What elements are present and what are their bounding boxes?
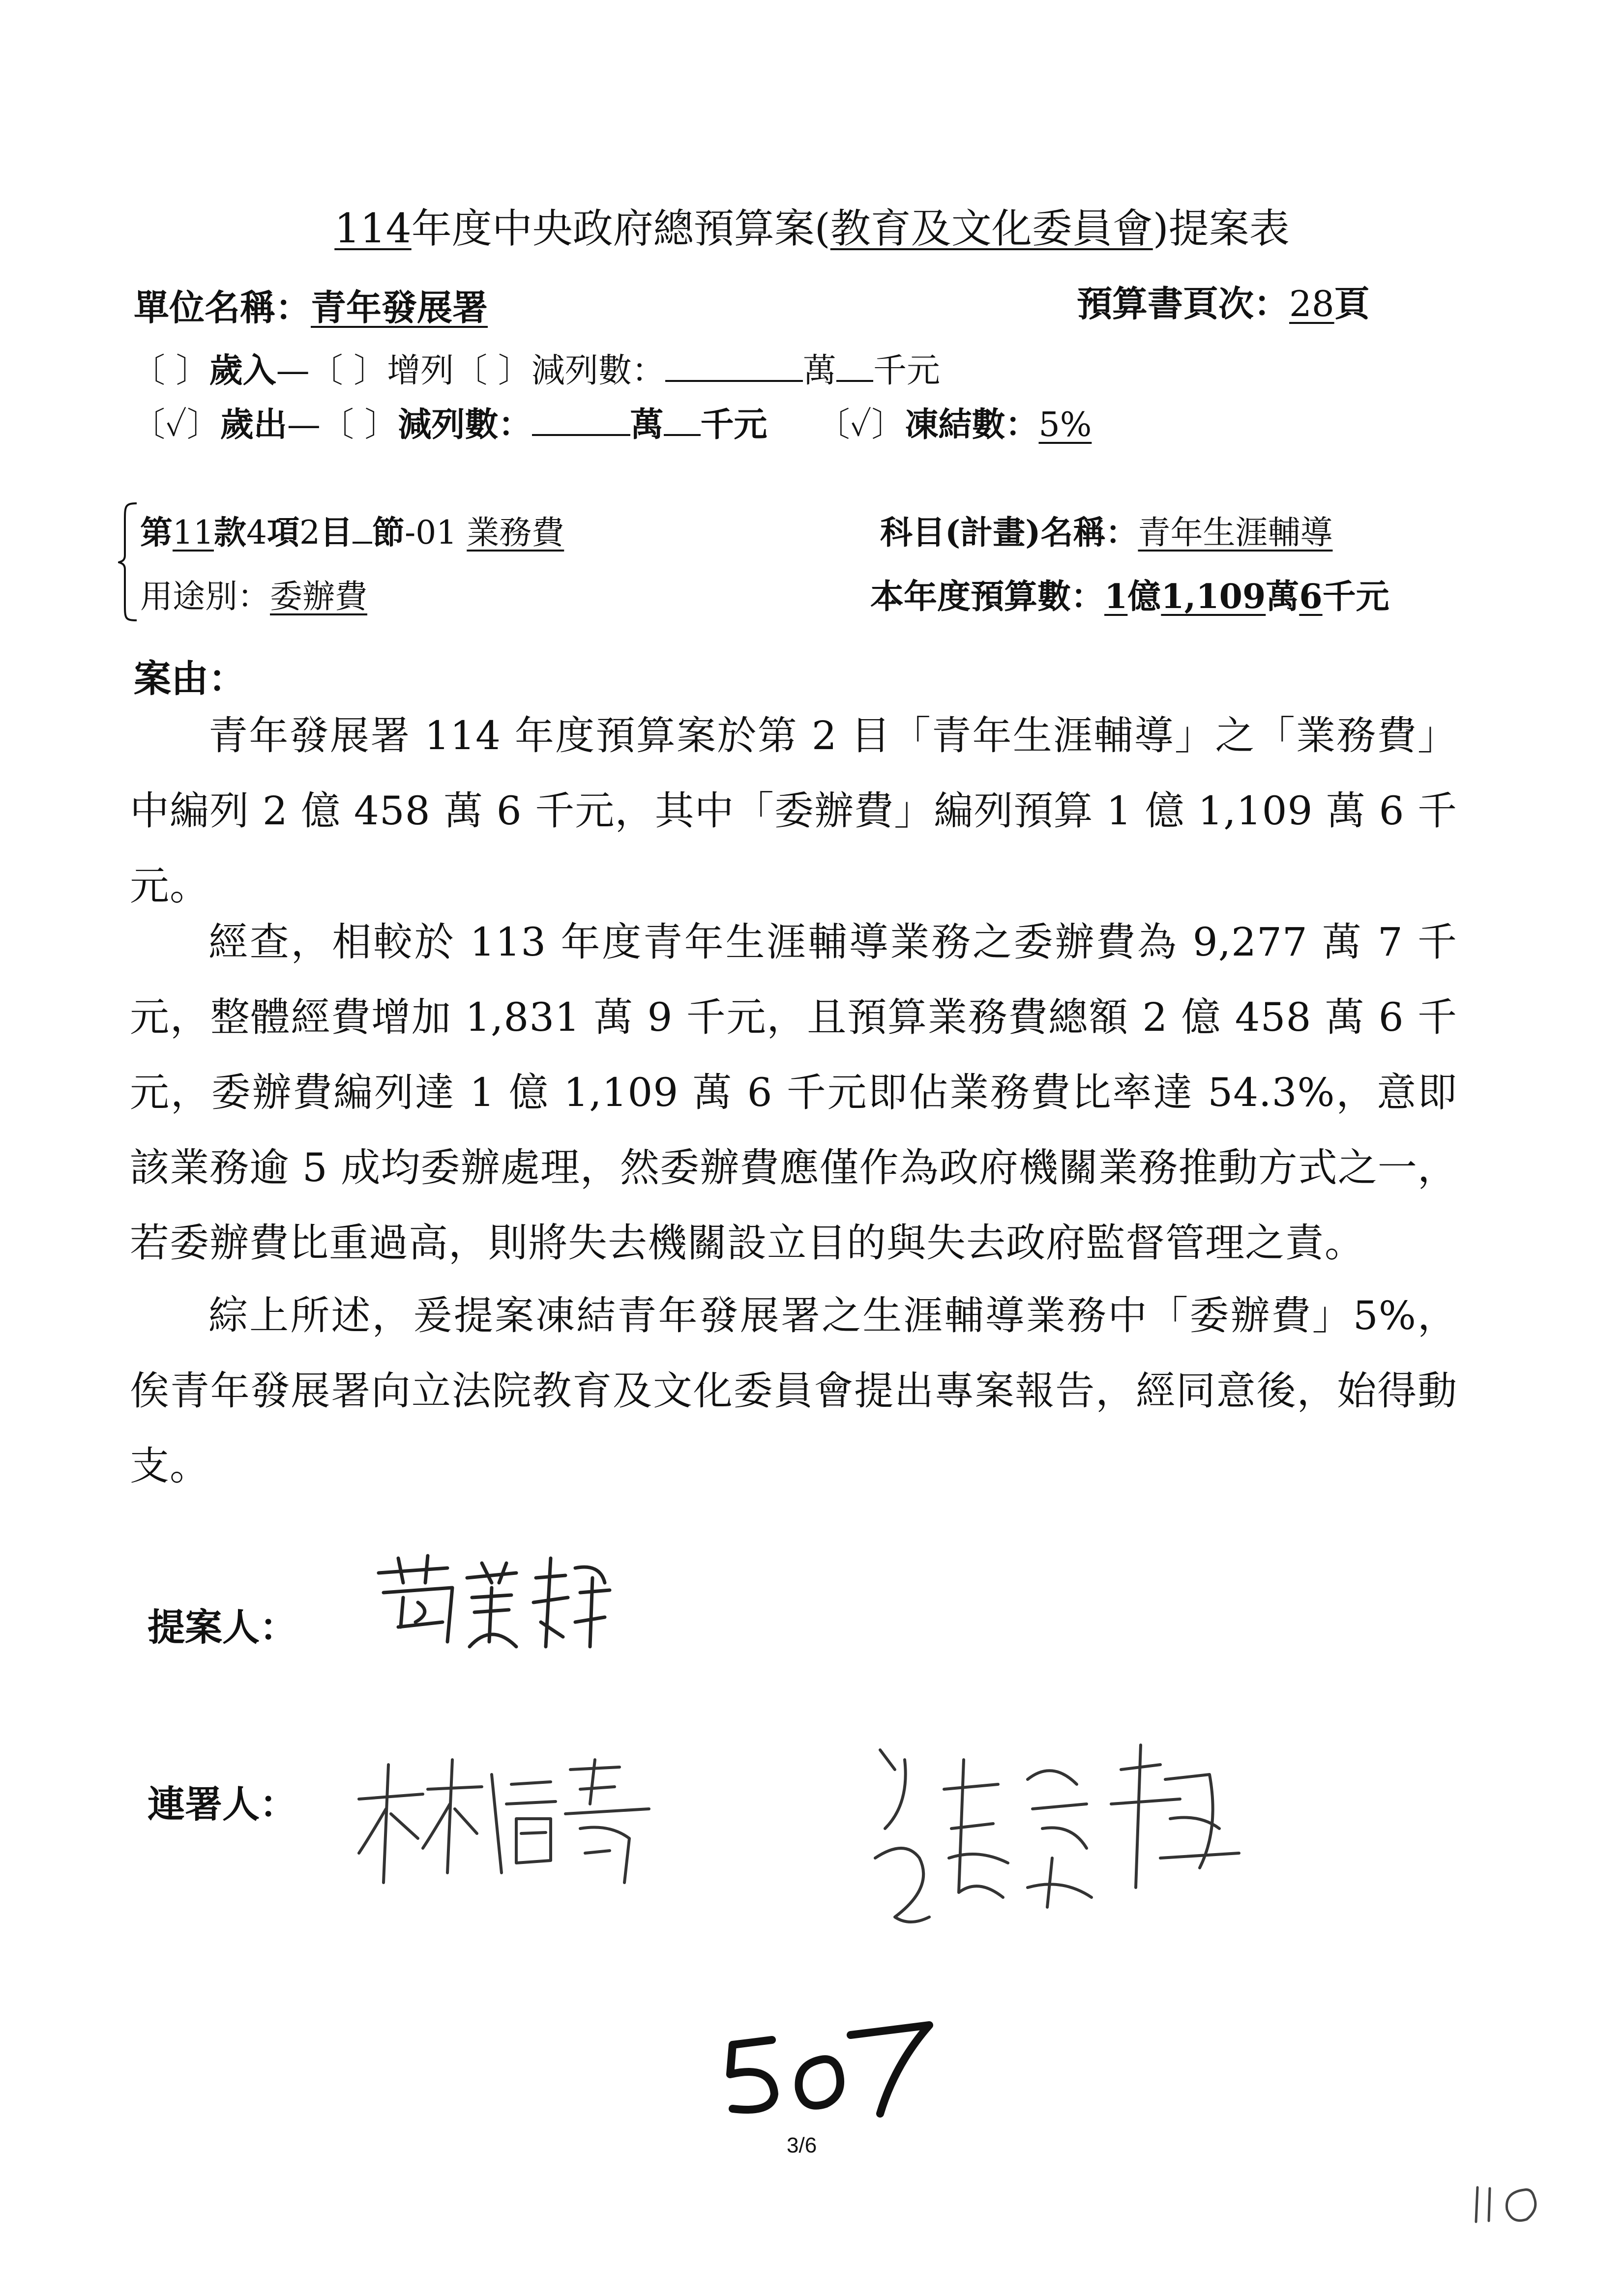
budget-amount-label: 本年度預算數： — [870, 577, 1105, 616]
increase-label: 增列 — [387, 351, 454, 390]
freeze-value: 5% — [1038, 406, 1092, 444]
item-value: 業務費 — [467, 514, 564, 552]
expense-decrease-label: 減列數： — [398, 405, 532, 444]
revenue-wan: 萬 — [802, 351, 836, 390]
budget-page-row — [1077, 275, 1370, 326]
expense-dash: — — [287, 406, 321, 444]
increase-checkbox: 〔 〕 — [309, 351, 387, 390]
budget-qian-unit: 千元 — [1322, 577, 1389, 616]
decrease-label: 減列數： — [531, 351, 665, 390]
usage-label: 用途別： — [140, 578, 270, 615]
freeze-checkbox: 〔✓〕 — [816, 406, 905, 444]
reason-heading: 案由： — [134, 657, 246, 700]
corner-handwritten-number — [1470, 2182, 1549, 2227]
title-committee: 教育及文化委員會 — [830, 205, 1153, 252]
decrease-checkbox: 〔 〕 — [454, 351, 531, 390]
reason-paragraph-2: 經查，相較於 113 年度青年生涯輔導業務之委辦費為 9,277 萬 7 千元，整體經費增加 1,831 萬 9 千元，且預算業務費總額 2 億 458 萬 6 千元，委辦費編列達 1 億 1,109 萬 6 千元即佔業務費比率達 54.3%，意即該業務逾 5 成均委辦處理，然委辦費應僅作為政府機關業務推動方式之一，若委辦費比重過高，則將失去機關設立目的與失去政府監督管理之責。 — [130, 919, 1457, 1266]
expense-line — [132, 398, 1092, 446]
jie-suffix: 節 — [372, 513, 405, 552]
expense-label: 歲出 — [220, 405, 287, 444]
budget-page-suffix: 頁 — [1334, 283, 1370, 324]
classification-row — [140, 506, 564, 553]
reason-paragraph-1: 青年發展署 114 年度預算案於第 2 目「青年生涯輔導」之「業務費」中編列 2 億 458 萬 6 千元，其中「委辦費」編列預算 1 億 1,109 萬 6 千元。 — [130, 713, 1457, 909]
revenue-qian: 千元 — [873, 351, 940, 390]
subject-label: 科目(計畫)名稱： — [880, 513, 1138, 552]
cosigners-label: 連署人： — [148, 1782, 297, 1826]
handwritten-number — [718, 2010, 944, 2123]
subject-row — [880, 506, 1332, 553]
kuan-value: 11 — [173, 514, 214, 552]
kuan-prefix: 第 — [140, 513, 173, 552]
expense-wan: 萬 — [630, 405, 664, 444]
expense-decrease-checkbox: 〔 〕 — [320, 406, 398, 444]
kuan-suffix: 款 — [213, 513, 246, 552]
revenue-line — [132, 344, 940, 392]
xiang-suffix: 項 — [266, 513, 299, 552]
unit-value: 青年發展署 — [311, 287, 488, 328]
proposer-label: 提案人： — [148, 1605, 297, 1649]
left-brace-mark — [118, 501, 138, 622]
usage-value: 委辦費 — [270, 578, 367, 615]
revenue-wan-blank — [665, 349, 803, 382]
page-number: 3/6 — [787, 2133, 817, 2157]
budget-qian-value: 6 — [1299, 577, 1323, 616]
freeze-label: 凍結數： — [905, 405, 1039, 444]
jie-blank — [353, 511, 372, 544]
revenue-label: 歲入 — [209, 351, 276, 390]
reason-paragraph-3: 綜上所述，爰提案凍結青年發展署之生涯輔導業務中「委辦費」5%，俟青年發展署向立法院教育及文化委員會提出專案報告，經同意後，始得動支。 — [130, 1293, 1457, 1489]
budget-wan-unit: 萬 — [1266, 577, 1299, 616]
budget-yi-unit: 億 — [1127, 577, 1161, 616]
title-pre: 年度中央政府總預算案( — [411, 205, 830, 252]
revenue-dash: — — [276, 351, 310, 390]
document-title — [0, 197, 1624, 254]
budget-page-value: 28 — [1289, 283, 1334, 324]
budget-yi-value: 1 — [1104, 577, 1128, 616]
title-year: 114 — [334, 205, 412, 252]
jie-value: -01 — [404, 514, 457, 552]
budget-wan-value: 1,109 — [1161, 577, 1266, 616]
usage-row — [140, 570, 367, 617]
unit-label: 單位名稱： — [134, 287, 311, 328]
revenue-qian-blank — [836, 349, 873, 382]
expense-qian-blank — [664, 404, 701, 436]
proposer-signature — [369, 1548, 615, 1657]
mu-suffix: 目 — [320, 513, 353, 552]
budget-page-label: 預算書頁次： — [1077, 283, 1290, 324]
expense-checkbox: 〔✓〕 — [132, 406, 220, 444]
cosigner-signature-2 — [865, 1730, 1259, 1937]
cosigner-signature-1 — [354, 1755, 669, 1902]
expense-qian: 千元 — [700, 405, 768, 444]
mu-value: 2 — [299, 514, 320, 552]
budget-amount-row — [870, 570, 1389, 618]
title-post: )提案表 — [1152, 205, 1290, 252]
expense-wan-blank — [532, 404, 630, 436]
unit-name-row — [134, 279, 488, 330]
xiang-value: 4 — [246, 514, 267, 552]
subject-value: 青年生涯輔導 — [1138, 514, 1333, 552]
revenue-checkbox: 〔 〕 — [132, 351, 209, 390]
